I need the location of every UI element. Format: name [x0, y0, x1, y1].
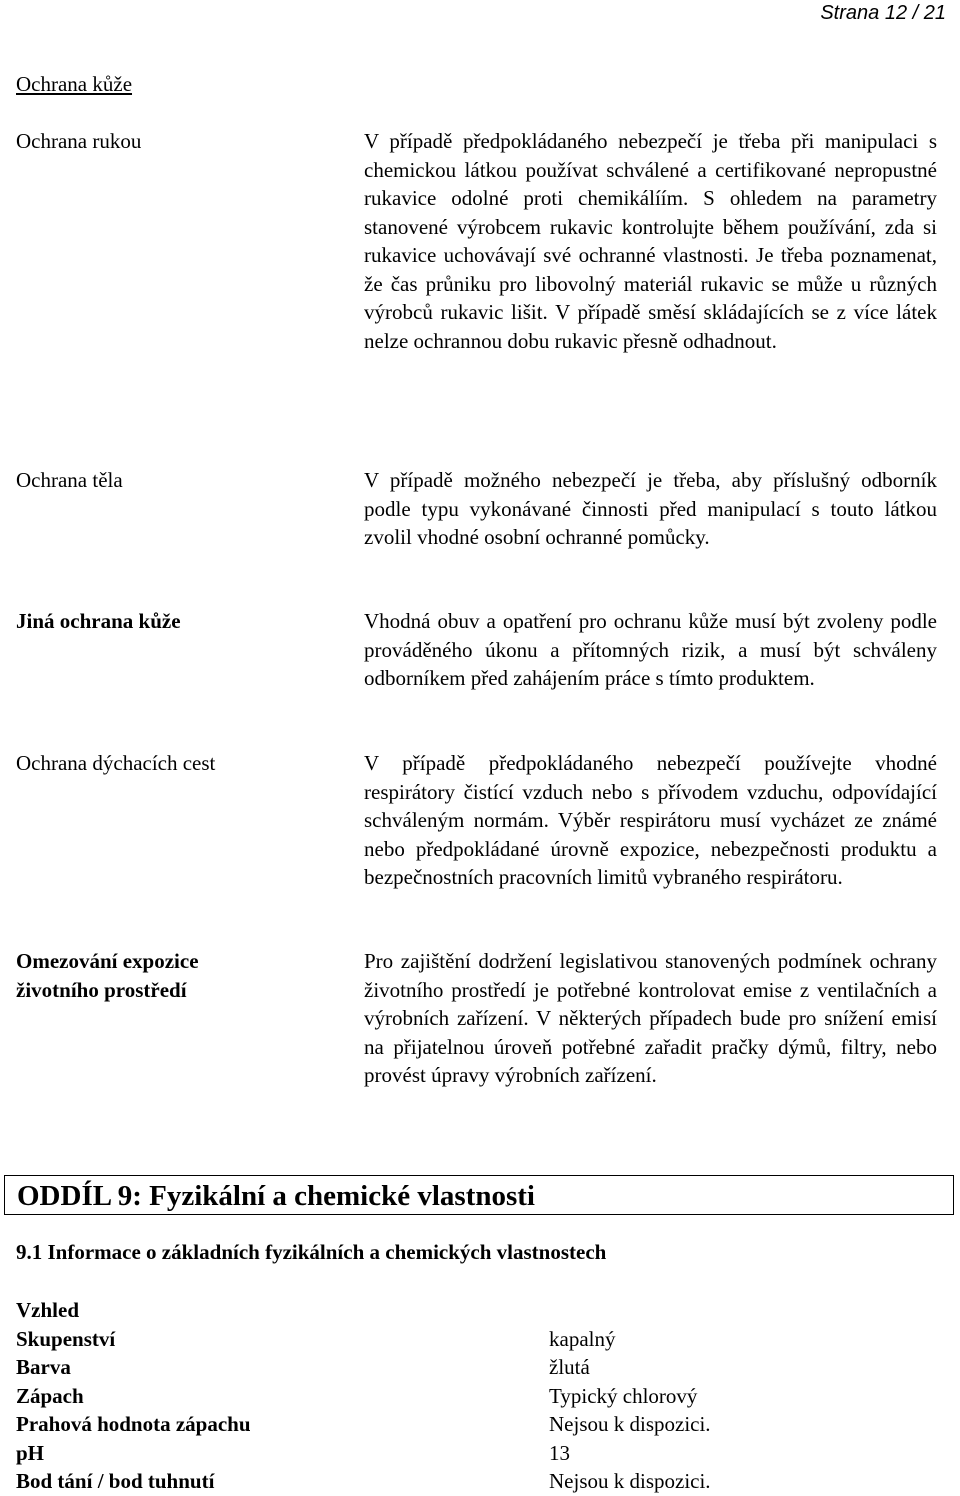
property-value: Typický chlorový	[549, 1383, 698, 1408]
body-protection-text: V případě možného nebezpečí je třeba, aby příslušný odborník podle typu vykonávané činnosti před manipulací s touto látkou zvolil vhodné osobní ochranné pomůcky.	[364, 468, 937, 549]
property-label: Zápach	[16, 1383, 84, 1408]
property-value: Nejsou k dispozici.	[549, 1469, 711, 1493]
section-9-title: ODDÍL 9: Fyzikální a chemické vlastnosti	[17, 1180, 535, 1212]
respiratory-protection-text: V případě předpokládaného nebezpečí používejte vhodné respirátory čistící vzduch nebo s přívodem vzduchu, odpovídající schváleným normám. Výběr respirátoru musí vycházet ze známé nebo předpokládané úrovně expozice, nebezpečnosti produktu a bezpečnostních pracovních limitů vybraného respirátoru.	[364, 751, 937, 889]
property-value: Nejsou k dispozici.	[549, 1412, 711, 1436]
page-number: Strana 12 / 21	[820, 2, 946, 24]
property-row	[16, 1467, 944, 1496]
property-label: Prahová hodnota zápachu	[16, 1412, 251, 1436]
body-protection-label: Ochrana těla	[16, 468, 123, 492]
hand-protection-text: V případě předpokládaného nebezpečí je třeba při manipulaci s chemickou látkou používat schválené a certifikované nepropustné rukavice odolné proti chemikálíím. S ohledem na parametry stanovené výrobcem rukavic kontrolujte během používání, zda si rukavice uchovávají své ochranné vlastnosti. Je třeba poznamenat, že čas průniku pro libovolný materiál rukavic se může u různých výrobců rukavic lišit. V případě směsí skládajících se z více látek nelze ochrannou dobu rukavic přesně odhadnout.	[364, 129, 937, 353]
property-label: pH	[16, 1440, 45, 1465]
property-value: žlutá	[549, 1355, 590, 1379]
hand-protection-label: Ochrana rukou	[16, 129, 142, 153]
property-row	[16, 1439, 944, 1468]
property-value: 13	[549, 1440, 570, 1465]
property-row	[16, 1325, 944, 1354]
other-skin-protection-text: Vhodná obuv a opatření pro ochranu kůže musí být zvoleny podle prováděného úkonu a přítomných rizik, a musí být schváleny odborníkem před zahájením práce s tímto produktem.	[364, 609, 937, 690]
properties-list	[16, 1296, 944, 1496]
property-row	[16, 1382, 944, 1411]
respiratory-protection-label: Ochrana dýchacích cest	[16, 751, 216, 775]
section-9-header	[4, 1175, 954, 1215]
property-label: Bod tání / bod tuhnutí	[16, 1469, 215, 1493]
environmental-exposure-label: Omezování expozice životního prostředí	[16, 949, 199, 1002]
property-value: kapalný	[549, 1326, 616, 1351]
environmental-exposure-text: Pro zajištění dodržení legislativou stanovených podmínek ochrany životního prostředí je potřebné kontrolovat emise z ventilačních a výrobních zařízení. V některých případech bude pro snížení emisí na přijatelnou úroveň potřebné zařadit pračky dýmů, filtry, nebo provést úpravy výrobních zařízení.	[364, 949, 937, 1087]
other-skin-protection-label: Jiná ochrana kůže	[16, 609, 181, 633]
appearance-heading: Vzhled	[16, 1298, 79, 1322]
skin-protection-heading: Ochrana kůže	[16, 72, 133, 96]
property-row	[16, 1353, 944, 1382]
section-9-1-title: 9.1 Informace o základních fyzikálních a chemických vlastnostech	[16, 1240, 607, 1264]
property-label: Barva	[16, 1355, 71, 1379]
property-label: Skupenství	[16, 1326, 116, 1351]
property-row	[16, 1410, 944, 1439]
